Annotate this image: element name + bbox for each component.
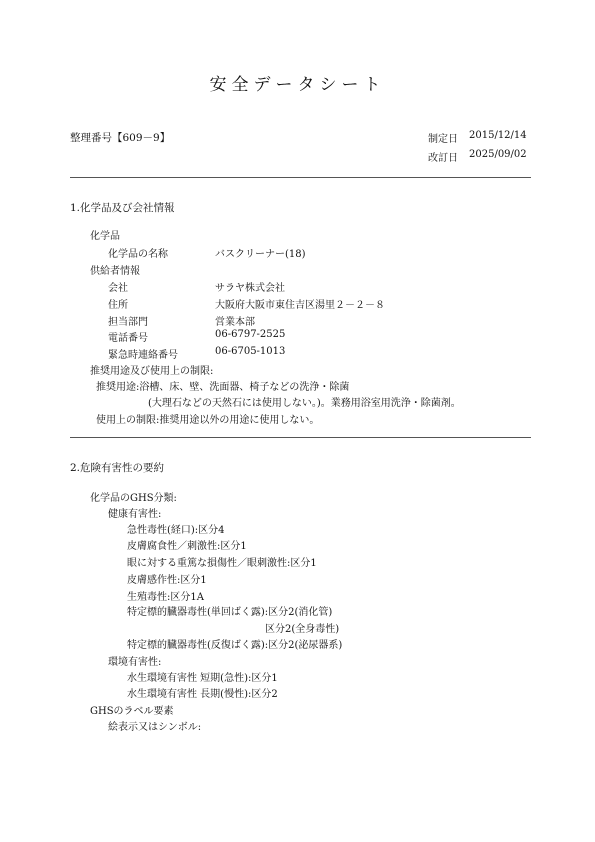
health-item: 生殖毒性:区分1A (127, 592, 204, 603)
reference-number: 整理番号【609－9】 (70, 132, 171, 144)
product-name-label: 化学品の名称 (108, 249, 168, 260)
health-item: 眼に対する重篤な損傷性／眼刺激性:区分1 (127, 558, 317, 569)
health-item: 皮膚腐食性／刺激性:区分1 (127, 541, 247, 552)
usage-heading: 推奨用途及び使用上の制限: (90, 366, 214, 377)
environment-item: 水生環境有害性 短期(急性):区分1 (127, 673, 278, 684)
pictogram-label: 絵表示又はシンボル: (108, 722, 202, 733)
usage-line-1: 推奨用途:浴槽、床、壁、洗面器、椅子などの洗浄・除菌 (96, 382, 350, 393)
health-item: 特定標的臓器毒性(反復ばく露):区分2(泌尿器系) (127, 640, 343, 651)
supplier-label: 供給者情報 (90, 266, 140, 277)
department-label: 担当部門 (108, 317, 148, 328)
established-date-label: 制定日 (428, 134, 458, 145)
revised-date-label: 改訂日 (428, 153, 458, 164)
chemical-label: 化学品 (90, 231, 120, 242)
established-date-value: 2015/12/14 (469, 130, 527, 141)
phone-value: 06-6797-2525 (215, 329, 286, 340)
restriction-line: 使用上の制限:推奨用途以外の用途に使用しない。 (96, 415, 320, 426)
emergency-label: 緊急時連絡番号 (108, 350, 178, 361)
divider (70, 437, 531, 438)
revised-date-value: 2025/09/02 (469, 149, 527, 160)
address-value: 大阪府大阪市東住吉区湯里２－２－８ (215, 300, 385, 311)
environment-item: 水生環境有害性 長期(慢性):区分2 (127, 689, 278, 700)
emergency-value: 06-6705-1013 (215, 346, 286, 357)
health-item: 急性毒性(経口):区分4 (127, 525, 225, 536)
section-1-heading: 1.化学品及び会社情報 (70, 202, 175, 214)
health-item: 区分2(全身毒性) (265, 624, 340, 635)
section-2-heading: 2.危険有害性の要約 (70, 462, 165, 474)
ghs-classification-label: 化学品のGHS分類: (90, 493, 177, 504)
company-label: 会社 (108, 283, 128, 294)
document-title: 安全データシート (209, 75, 386, 95)
address-label: 住所 (108, 300, 128, 311)
product-name-value: バスクリーナー(18) (215, 249, 306, 260)
department-value: 営業本部 (215, 317, 255, 328)
health-hazard-label: 健康有害性: (108, 509, 162, 520)
divider (70, 177, 531, 178)
phone-label: 電話番号 (108, 333, 148, 344)
company-value: サラヤ株式会社 (215, 283, 285, 294)
health-item: 皮膚感作性:区分1 (127, 575, 207, 586)
ghs-label-elements: GHSのラベル要素 (90, 706, 174, 717)
health-item: 特定標的臓器毒性(単回ばく露):区分2(消化管) (127, 607, 333, 618)
usage-line-2: (大理石などの天然石には使用しない。)。業務用浴室用洗浄・除菌剤。 (148, 398, 461, 409)
environment-hazard-label: 環境有害性: (108, 657, 162, 668)
